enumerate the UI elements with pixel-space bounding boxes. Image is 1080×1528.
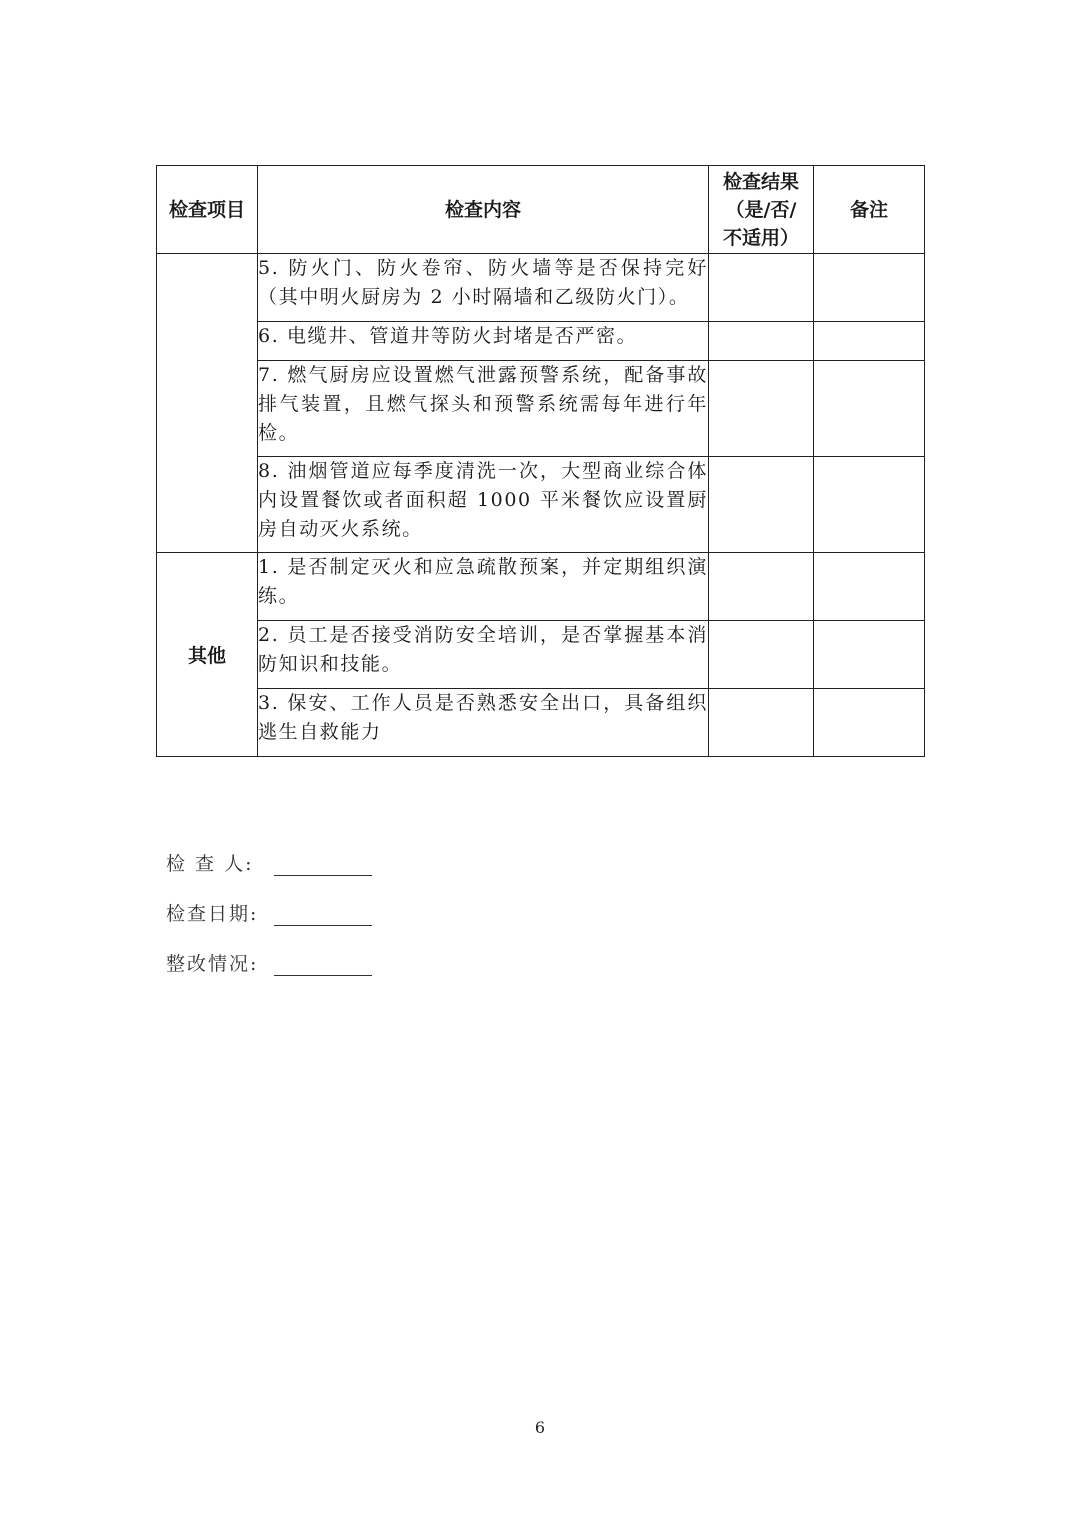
rectification-label: 整改情况:	[166, 953, 259, 975]
result-cell[interactable]	[709, 553, 814, 621]
note-cell[interactable]	[814, 621, 925, 689]
date-row	[166, 876, 372, 926]
content-cell: 6. 电缆井、管道井等防火封堵是否严密。	[258, 322, 709, 361]
table-header-row	[157, 166, 925, 254]
rectification-row	[166, 926, 372, 976]
header-result-line3: 不适用）	[722, 226, 799, 249]
result-cell[interactable]	[709, 361, 814, 457]
content-cell: 5. 防火门、防火卷帘、防火墙等是否保持完好（其中明火厨房为 2 小时隔墙和乙级防火门）。	[258, 254, 709, 322]
table-row	[157, 621, 925, 689]
table-row	[157, 457, 925, 553]
header-result	[709, 166, 814, 254]
header-note: 备注	[814, 166, 925, 254]
header-content: 检查内容	[258, 166, 709, 254]
inspection-table	[156, 165, 925, 757]
table-row	[157, 553, 925, 621]
result-cell[interactable]	[709, 322, 814, 361]
result-cell[interactable]	[709, 689, 814, 757]
note-cell[interactable]	[814, 689, 925, 757]
header-result-line1: 检查结果	[722, 170, 799, 193]
date-blank[interactable]	[274, 903, 372, 926]
note-cell[interactable]	[814, 553, 925, 621]
table-row	[157, 322, 925, 361]
table-row	[157, 254, 925, 322]
inspector-row	[166, 826, 372, 876]
table-row	[157, 689, 925, 757]
header-item: 检查项目	[157, 166, 258, 254]
rectification-blank[interactable]	[274, 953, 372, 976]
content-cell: 1. 是否制定灭火和应急疏散预案，并定期组织演练。	[258, 553, 709, 621]
content-cell: 3. 保安、工作人员是否熟悉安全出口，具备组织逃生自救能力	[258, 689, 709, 757]
note-cell[interactable]	[814, 457, 925, 553]
content-cell: 7. 燃气厨房应设置燃气泄露预警系统，配备事故排气装置，且燃气探头和预警系统需每年进行年检。	[258, 361, 709, 457]
inspector-blank[interactable]	[274, 853, 372, 876]
table-row	[157, 361, 925, 457]
category-cell-continued	[157, 254, 258, 553]
note-cell[interactable]	[814, 361, 925, 457]
content-cell: 8. 油烟管道应每季度清洗一次，大型商业综合体内设置餐饮或者面积超 1000 平米餐饮应设置厨房自动灭火系统。	[258, 457, 709, 553]
page-number: 6	[534, 1418, 546, 1437]
signature-block	[166, 826, 372, 976]
category-cell-other: 其他	[157, 553, 258, 757]
header-result-line2: （是/否/	[725, 198, 797, 221]
result-cell[interactable]	[709, 254, 814, 322]
inspector-label: 检 查 人:	[166, 853, 254, 875]
note-cell[interactable]	[814, 322, 925, 361]
result-cell[interactable]	[709, 621, 814, 689]
content-cell: 2. 员工是否接受消防安全培训，是否掌握基本消防知识和技能。	[258, 621, 709, 689]
date-label: 检查日期:	[166, 903, 259, 925]
note-cell[interactable]	[814, 254, 925, 322]
result-cell[interactable]	[709, 457, 814, 553]
